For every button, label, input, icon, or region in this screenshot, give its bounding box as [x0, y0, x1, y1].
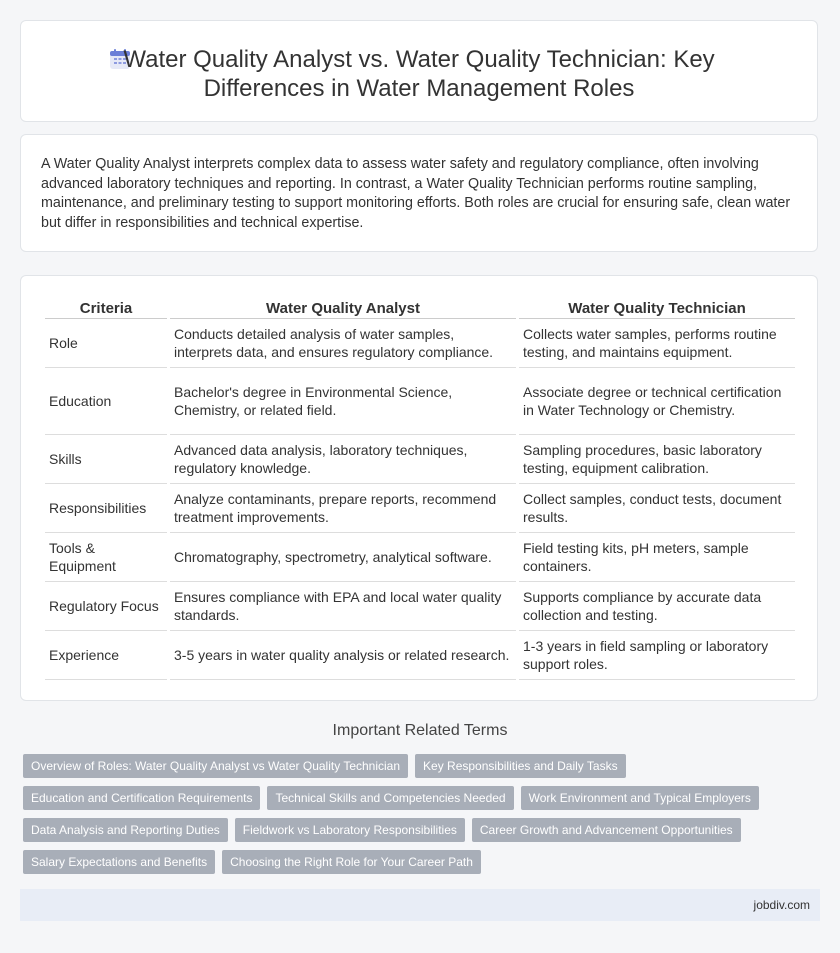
row-criteria: Responsibilities [45, 484, 167, 533]
row-criteria: Tools & Equipment [45, 533, 167, 582]
comparison-table [42, 296, 798, 680]
header-criteria: Criteria [45, 296, 167, 319]
intro-paragraph: A Water Quality Analyst interprets complex data to assess water safety and regulatory compliance, often involving advanced laboratory techniques and reporting. In contrast, a Water Quality Technician performs routine sampling, maintenance, and preliminary testing to support monitoring efforts. Both roles are crucial for ensuring safe, clean water but differ in responsibilities and technical expertise. [41, 156, 791, 231]
row-criteria: Role [45, 319, 167, 368]
table-header-row [45, 296, 795, 319]
related-term-tag[interactable]: Work Environment and Typical Employers [521, 786, 759, 810]
table-row [45, 582, 795, 631]
row-analyst: Conducts detailed analysis of water samples, interprets data, and ensures regulatory compliance. [170, 319, 516, 368]
row-technician: Associate degree or technical certification in Water Technology or Chemistry. [519, 368, 795, 435]
footer [20, 889, 820, 921]
row-technician: Sampling procedures, basic laboratory testing, equipment calibration. [519, 435, 795, 484]
table-row [45, 319, 795, 368]
related-term-tag[interactable]: Salary Expectations and Benefits [23, 850, 215, 874]
table-row [45, 631, 795, 680]
row-analyst: Bachelor's degree in Environmental Science, Chemistry, or related field. [170, 368, 516, 435]
row-analyst: Ensures compliance with EPA and local water quality standards. [170, 582, 516, 631]
related-term-tag[interactable]: Choosing the Right Role for Your Career Path [222, 850, 481, 874]
related-term-tag[interactable]: Data Analysis and Reporting Duties [23, 818, 228, 842]
row-analyst: Advanced data analysis, laboratory techniques, regulatory knowledge. [170, 435, 516, 484]
row-criteria: Skills [45, 435, 167, 484]
intro-card [20, 134, 818, 252]
table-row [45, 484, 795, 533]
page-title: Water Quality Analyst vs. Water Quality Technician: Key Differences in Water Management Roles [123, 46, 715, 102]
related-terms-title: Important Related Terms [332, 722, 508, 739]
footer-site-link[interactable]: jobdiv.com [753, 898, 810, 912]
related-term-tag[interactable]: Technical Skills and Competencies Needed [267, 786, 513, 810]
table-row [45, 435, 795, 484]
row-technician: 1-3 years in field sampling or laboratory support roles. [519, 631, 795, 680]
row-criteria: Experience [45, 631, 167, 680]
related-term-tag[interactable]: Career Growth and Advancement Opportunities [472, 818, 741, 842]
row-analyst: Chromatography, spectrometry, analytical software. [170, 533, 516, 582]
related-term-tag[interactable]: Key Responsibilities and Daily Tasks [415, 754, 626, 778]
related-term-tag[interactable]: Fieldwork vs Laboratory Responsibilities [235, 818, 465, 842]
header-technician: Water Quality Technician [519, 296, 795, 319]
related-term-tag[interactable]: Overview of Roles: Water Quality Analyst vs Water Quality Technician [23, 754, 408, 778]
row-criteria: Education [45, 368, 167, 435]
related-term-tag[interactable]: Education and Certification Requirements [23, 786, 260, 810]
table-row [45, 533, 795, 582]
row-technician: Collect samples, conduct tests, document results. [519, 484, 795, 533]
row-technician: Field testing kits, pH meters, sample containers. [519, 533, 795, 582]
row-technician: Supports compliance by accurate data collection and testing. [519, 582, 795, 631]
comparison-card [20, 275, 818, 701]
table-row [45, 368, 795, 435]
row-criteria: Regulatory Focus [45, 582, 167, 631]
title-card [20, 20, 818, 122]
row-analyst: Analyze contaminants, prepare reports, recommend treatment improvements. [170, 484, 516, 533]
row-technician: Collects water samples, performs routine testing, and maintains equipment. [519, 319, 795, 368]
header-analyst: Water Quality Analyst [170, 296, 516, 319]
row-analyst: 3-5 years in water quality analysis or related research. [170, 631, 516, 680]
related-terms-list [23, 754, 803, 874]
